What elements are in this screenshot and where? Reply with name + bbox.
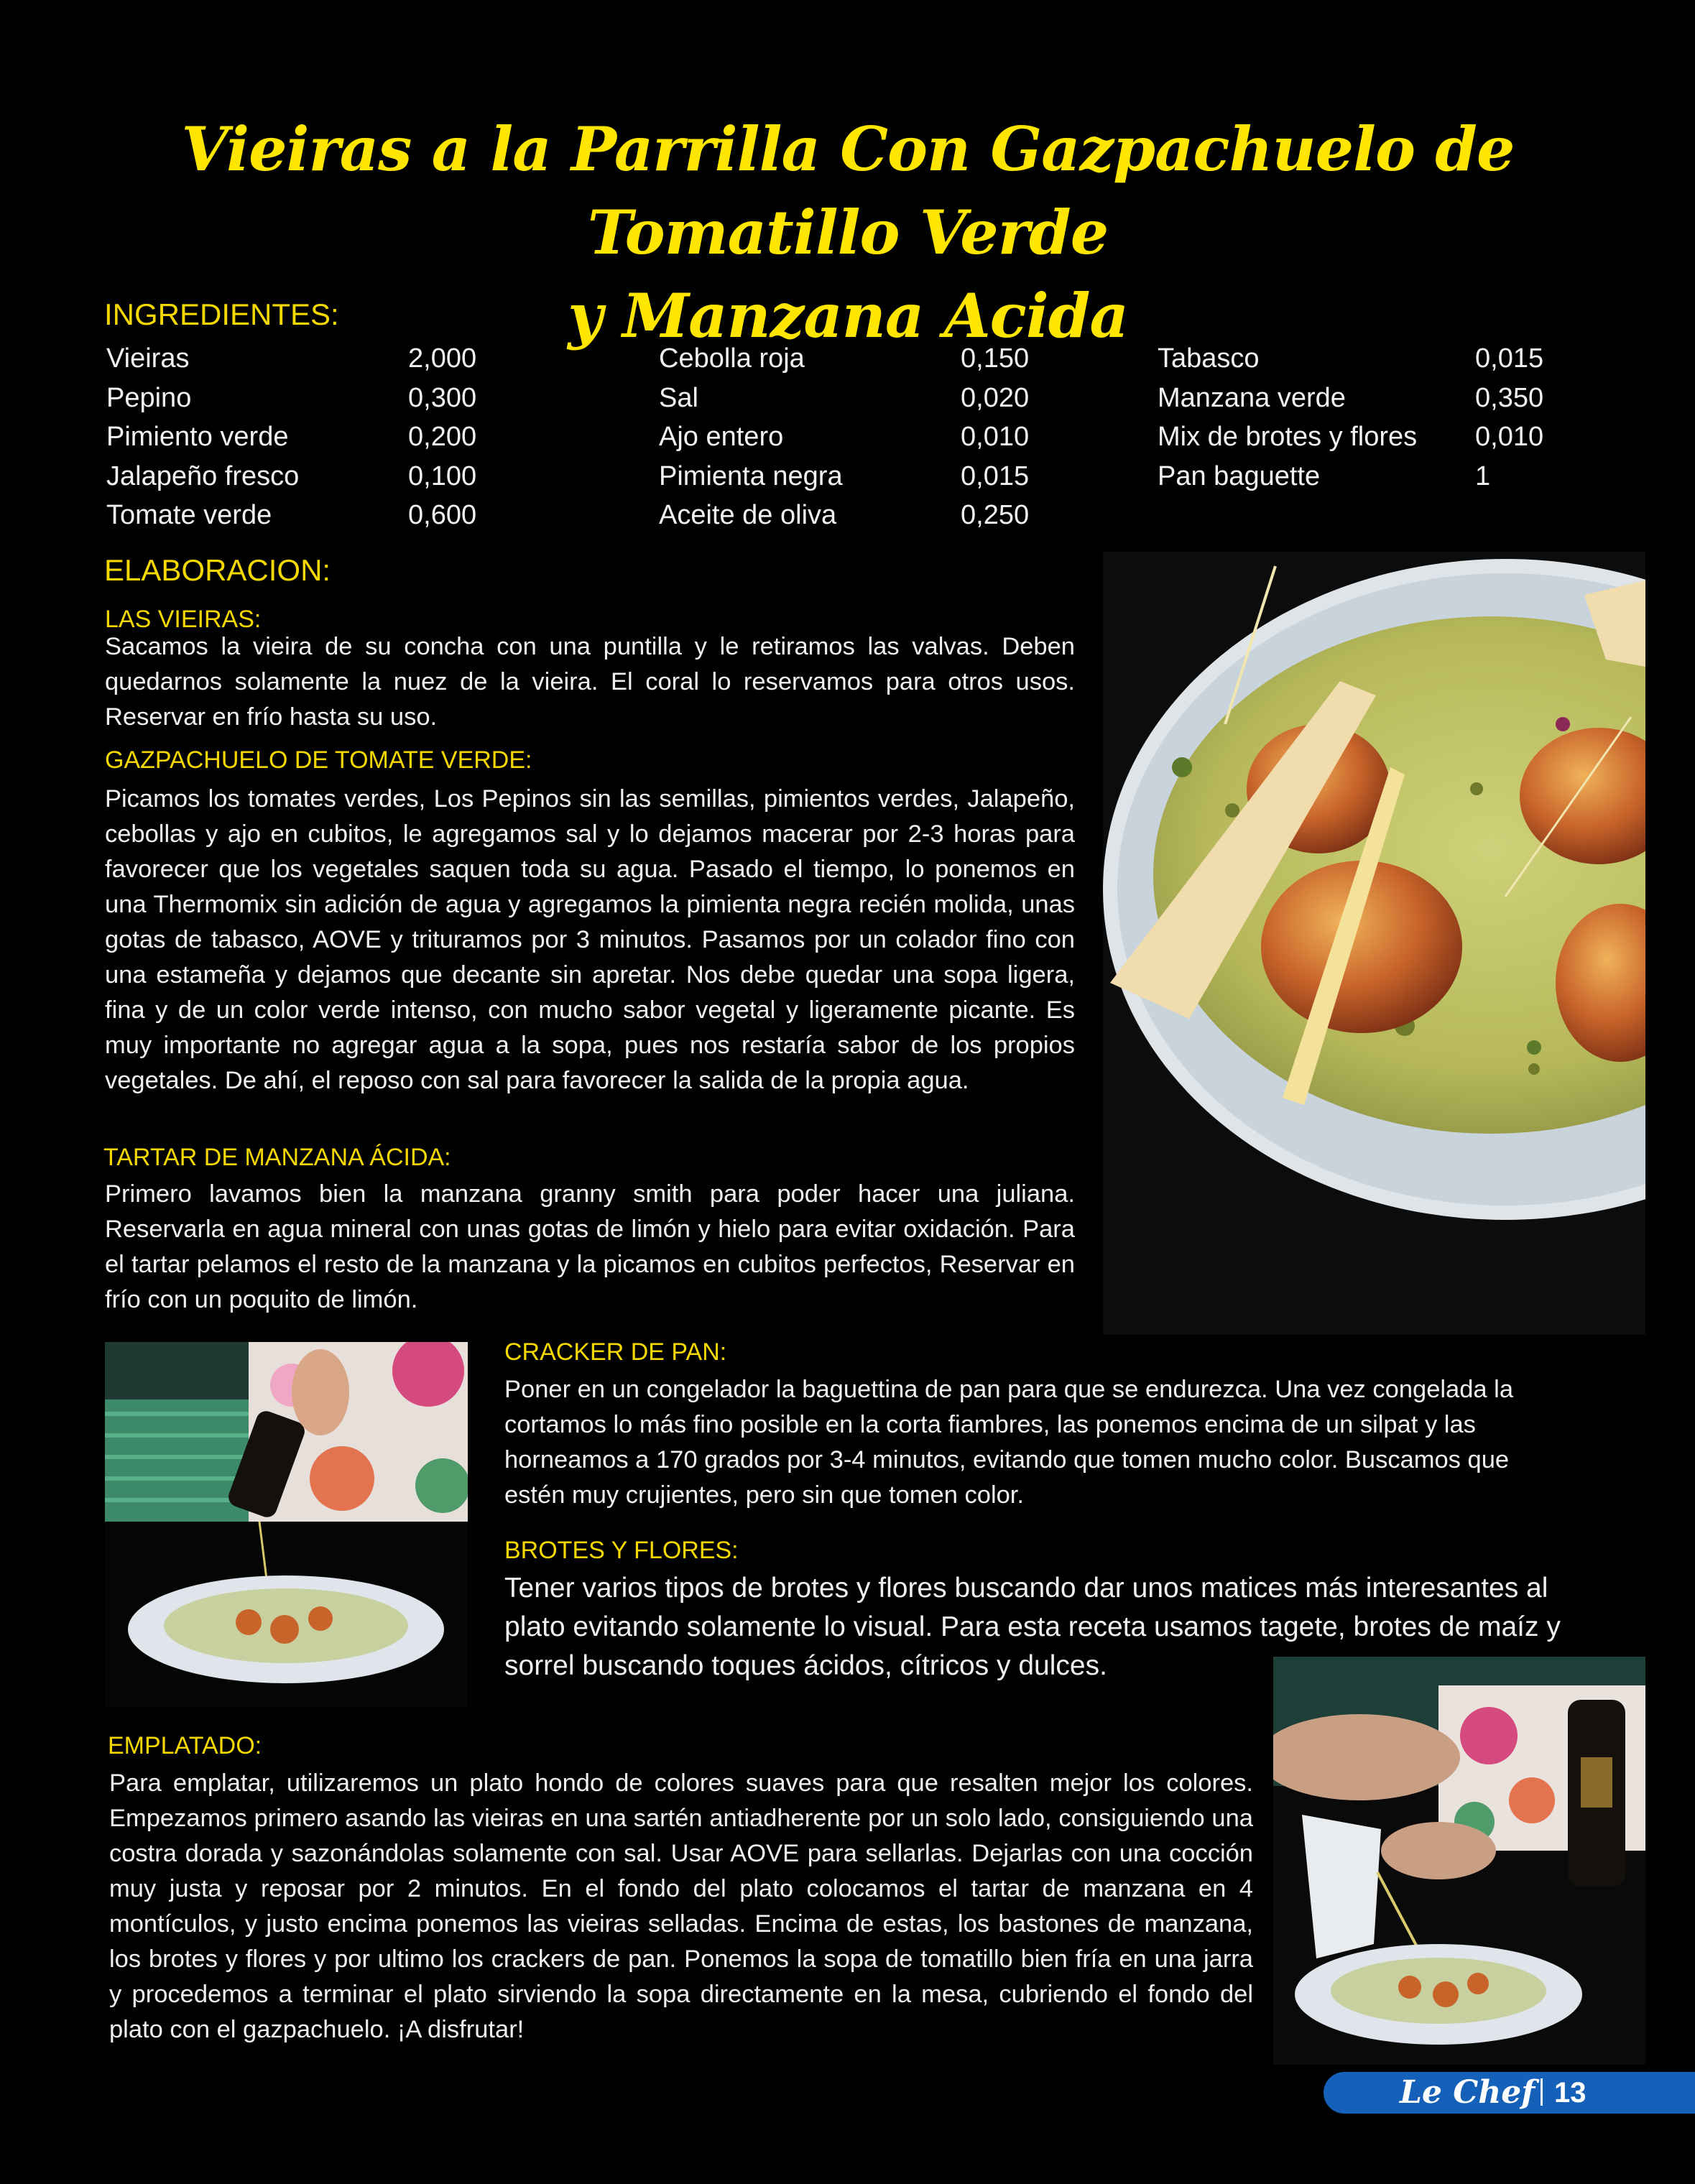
ingredients-heading: INGREDIENTES:	[104, 297, 339, 331]
ingredient-row	[659, 496, 1029, 535]
ingredient-row	[659, 379, 1029, 418]
ingredient-quantity: 0,150	[961, 343, 1030, 374]
ingredient-row	[106, 339, 476, 379]
ingredient-row	[106, 379, 476, 418]
ingredient-quantity: 0,015	[961, 461, 1030, 491]
ingredient-name: Mix de brotes y flores	[1158, 422, 1418, 452]
ingredient-quantity: 0,010	[961, 422, 1030, 452]
section-heading-cracker: CRACKER DE PAN:	[504, 1338, 727, 1366]
ingredient-name: Jalapeño fresco	[106, 461, 300, 491]
ingredient-quantity: 0,100	[408, 461, 477, 491]
ingredient-quantity: 1	[1475, 461, 1491, 491]
section-text-tartar: Primero lavamos bien la manzana granny smith para poder hacer una juliana. Reservarla en agua mineral con unas gotas de limón y hielo para evitar oxidación. Para el tartar pelamos el resto de la manzana y la picamos en cubitos perfectos, Reservar en frío con un poquito de limón.	[105, 1180, 1075, 1313]
ingredient-row	[106, 457, 476, 496]
ingredient-row	[106, 496, 476, 535]
magazine-logo: Le Chef	[1400, 2074, 1535, 2111]
ingredient-row	[1158, 457, 1543, 496]
ingredient-quantity: 2,000	[408, 343, 477, 374]
ingredient-quantity: 0,350	[1475, 382, 1544, 413]
section-heading-emplatado: EMPLATADO:	[108, 1732, 262, 1759]
ingredient-name: Pan baguette	[1158, 461, 1321, 491]
ingredient-name: Manzana verde	[1158, 382, 1346, 413]
oil-pouring-photo	[105, 1342, 468, 1707]
ingredient-row	[659, 457, 1029, 496]
footer-divider	[1541, 2078, 1543, 2106]
section-text-emplatado: Para emplatar, utilizaremos un plato hondo de colores suaves para que resalten mejor los colores. Empezamos primero asando las vieiras en una sartén antiadherente por un solo lado, consiguiendo una costra dorada y sazonándolas solamente con sal. Usar AOVE para sellarlas. Dejarlas con una cocción muy justa y reposar por 2 minutos. En el fondo del plato colocamos el tartar de manzana en 4 montículos, y justo encima ponemos las vieiras selladas. Encima de estas, los bastones de manzana, los brotes y flores y por ultimo los crackers de pan. Ponemos la sopa de tomatillo bien fría en una jarra y procedemos a terminar el plato sirviendo la sopa directamente en la mesa, cubriendo el fondo del plato con el gazpachuelo. ¡A disfrutar!	[109, 1769, 1253, 2043]
ingredient-row	[1158, 379, 1543, 418]
ingredient-row	[106, 417, 476, 457]
section-text-gazpachuelo: Picamos los tomates verdes, Los Pepinos sin las semillas, pimientos verdes, Jalapeño, cebollas y ajo en cubitos, le agregamos sal y lo dejamos macerar por 2-3 horas para favorecer que los vegetales saquen toda su agua. Pasado el tiempo, lo ponemos en una Thermomix sin adición de agua y agregamos la pimienta negra recién molida, unas gotas de tabasco, AOVE y trituramos por 3 minutos. Pasamos por un colador fino con una estameña y dejamos que decante sin apretar. Nos debe quedar una sopa ligera, fina y de un color verde intenso, con mucho sabor vegetal y ligeramente picante. Es muy importante no agregar agua a la sopa, pues nos restaría sabor de los propios vegetales. De ahí, el reposo con sal para favorecer la salida de la propia agua.	[105, 785, 1075, 1094]
ingredient-name: Pimienta negra	[659, 461, 843, 491]
ingredient-quantity: 0,200	[408, 422, 477, 452]
ingredients-column-3	[1158, 339, 1543, 496]
ingredient-quantity: 0,600	[408, 500, 477, 530]
ingredients-column-1	[106, 339, 476, 535]
recipe-title-line-1: Vieiras a la Parrilla Con Gazpachuelo de Tomatillo Verde	[181, 114, 1515, 268]
section-text-cracker: Poner en un congelador la baguettina de pan para que se endurezca. Una vez congelada la cortamos lo más fino posible en la corta fiambres, las ponemos encima de un silpat y las horneamos a 170 grados por 3-4 minutos, evitando que tomen mucho color. Buscamos que estén muy crujientes, pero sin que tomen color.	[504, 1376, 1514, 1509]
ingredient-name: Aceite de oliva	[659, 500, 837, 530]
section-heading-brotes: BROTES Y FLORES:	[504, 1537, 739, 1564]
ingredient-name: Pepino	[106, 382, 192, 413]
ingredient-name: Sal	[659, 382, 698, 413]
ingredient-name: Cebolla roja	[659, 343, 805, 374]
ingredient-name: Tabasco	[1158, 343, 1260, 374]
oil-pouring-illustration	[105, 1342, 468, 1707]
scallops-dish-illustration	[1103, 552, 1645, 1335]
ingredient-name: Vieiras	[106, 343, 190, 374]
ingredient-quantity: 0,300	[408, 382, 477, 413]
ingredient-name: Tomate verde	[106, 500, 272, 530]
ingredient-quantity: 0,020	[961, 382, 1030, 413]
elaboracion-heading: ELABORACION:	[104, 553, 331, 587]
ingredient-quantity: 0,015	[1475, 343, 1544, 374]
serving-soup-illustration	[1273, 1657, 1645, 2065]
ingredient-row	[1158, 339, 1543, 379]
section-heading-gazpachuelo: GAZPACHUELO DE TOMATE VERDE:	[105, 746, 532, 774]
ingredient-row	[659, 339, 1029, 379]
ingredient-name: Ajo entero	[659, 422, 784, 452]
ingredient-quantity: 0,010	[1475, 422, 1544, 452]
page-number: 13	[1554, 2077, 1587, 2109]
ingredient-quantity: 0,250	[961, 500, 1030, 530]
scallops-dish-photo	[1103, 552, 1645, 1335]
ingredients-column-2	[659, 339, 1029, 535]
recipe-title-line-2: y Manzana Acida	[568, 280, 1128, 351]
ingredient-row	[659, 417, 1029, 457]
serving-soup-photo	[1273, 1657, 1645, 2065]
ingredient-name: Pimiento verde	[106, 422, 289, 452]
section-heading-tartar: TARTAR DE MANZANA ÁCIDA:	[103, 1144, 451, 1171]
section-text-vieiras: Sacamos la vieira de su concha con una puntilla y le retiramos las valvas. Deben quedarnos solamente la nuez de la vieira. El coral lo reservamos para otros usos. Reservar en frío hasta su uso.	[105, 633, 1075, 731]
section-heading-vieiras: LAS VIEIRAS:	[105, 606, 262, 633]
ingredient-row	[1158, 417, 1543, 457]
section-text-brotes: Tener varios tipos de brotes y flores buscando dar unos matices más interesantes al plato evitando solamente lo visual. Para esta receta usamos tagete, brotes de maíz y sorrel buscando toques ácidos, cítricos y dulces.	[504, 1573, 1561, 1681]
